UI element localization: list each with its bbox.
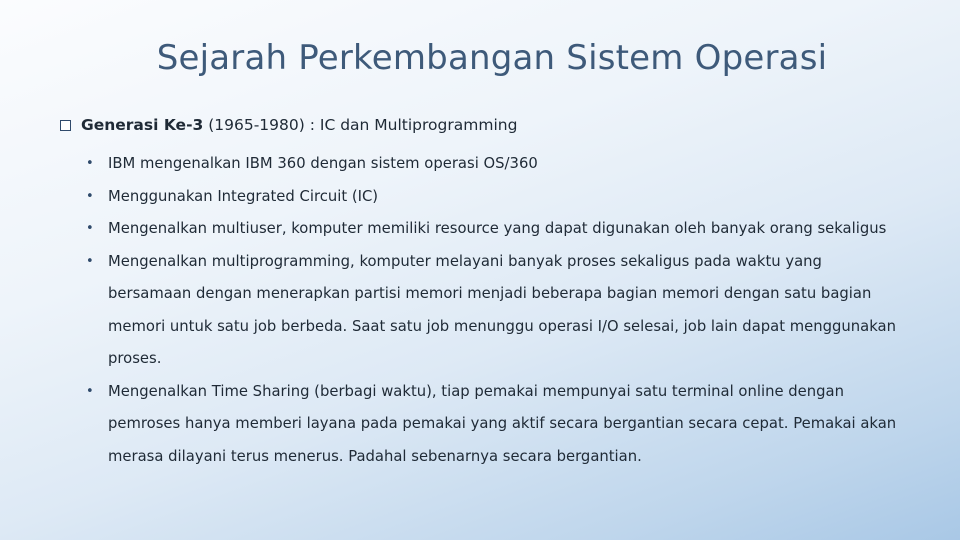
bullet-icon: • — [86, 188, 94, 204]
bullet-icon: • — [86, 383, 94, 399]
checkbox-bullet-icon — [60, 120, 71, 131]
list-item — [86, 148, 906, 181]
bullet-list — [86, 148, 906, 473]
heading-bold: Generasi Ke-3 — [81, 116, 204, 134]
list-item — [86, 181, 906, 214]
list-item — [86, 246, 906, 376]
heading-rest: (1965-1980) : IC dan Multiprogramming — [203, 116, 518, 134]
bullet-text: IBM mengenalkan IBM 360 dengan sistem operasi OS/360 — [108, 155, 538, 172]
bullet-text: Mengenalkan multiprogramming, komputer melayani banyak proses sekaligus pada waktu yang bersamaan dengan menerapkan partisi memori menjadi beberapa bagian memori dengan satu bagian memori untuk satu job berbeda. Saat satu job menunggu operasi I/O selesai, job lain dapat menggunakan proses. — [108, 252, 896, 367]
bullet-text: Mengenalkan Time Sharing (berbagi waktu), tiap pemakai mempunyai satu terminal online dengan pemroses hanya memberi layana pada pemakai yang aktif secara bergantian secara cepat. Pemakai akan merasa dilayani terus menerus. Padahal sebenarnya secara bergantian. — [108, 382, 897, 465]
bullet-icon: • — [86, 156, 94, 171]
bullet-icon: • — [86, 253, 94, 269]
list-item — [86, 213, 906, 246]
bullet-text: Mengenalkan multiuser, komputer memiliki resource yang dapat digunakan oleh banyak orang sekaligus — [108, 220, 887, 237]
section-heading — [60, 116, 517, 134]
slide-title: Sejarah Perkembangan Sistem Operasi — [156, 38, 828, 78]
list-item — [86, 376, 906, 474]
bullet-text: Menggunakan Integrated Circuit (IC) — [108, 187, 379, 205]
bullet-icon: • — [86, 221, 94, 236]
